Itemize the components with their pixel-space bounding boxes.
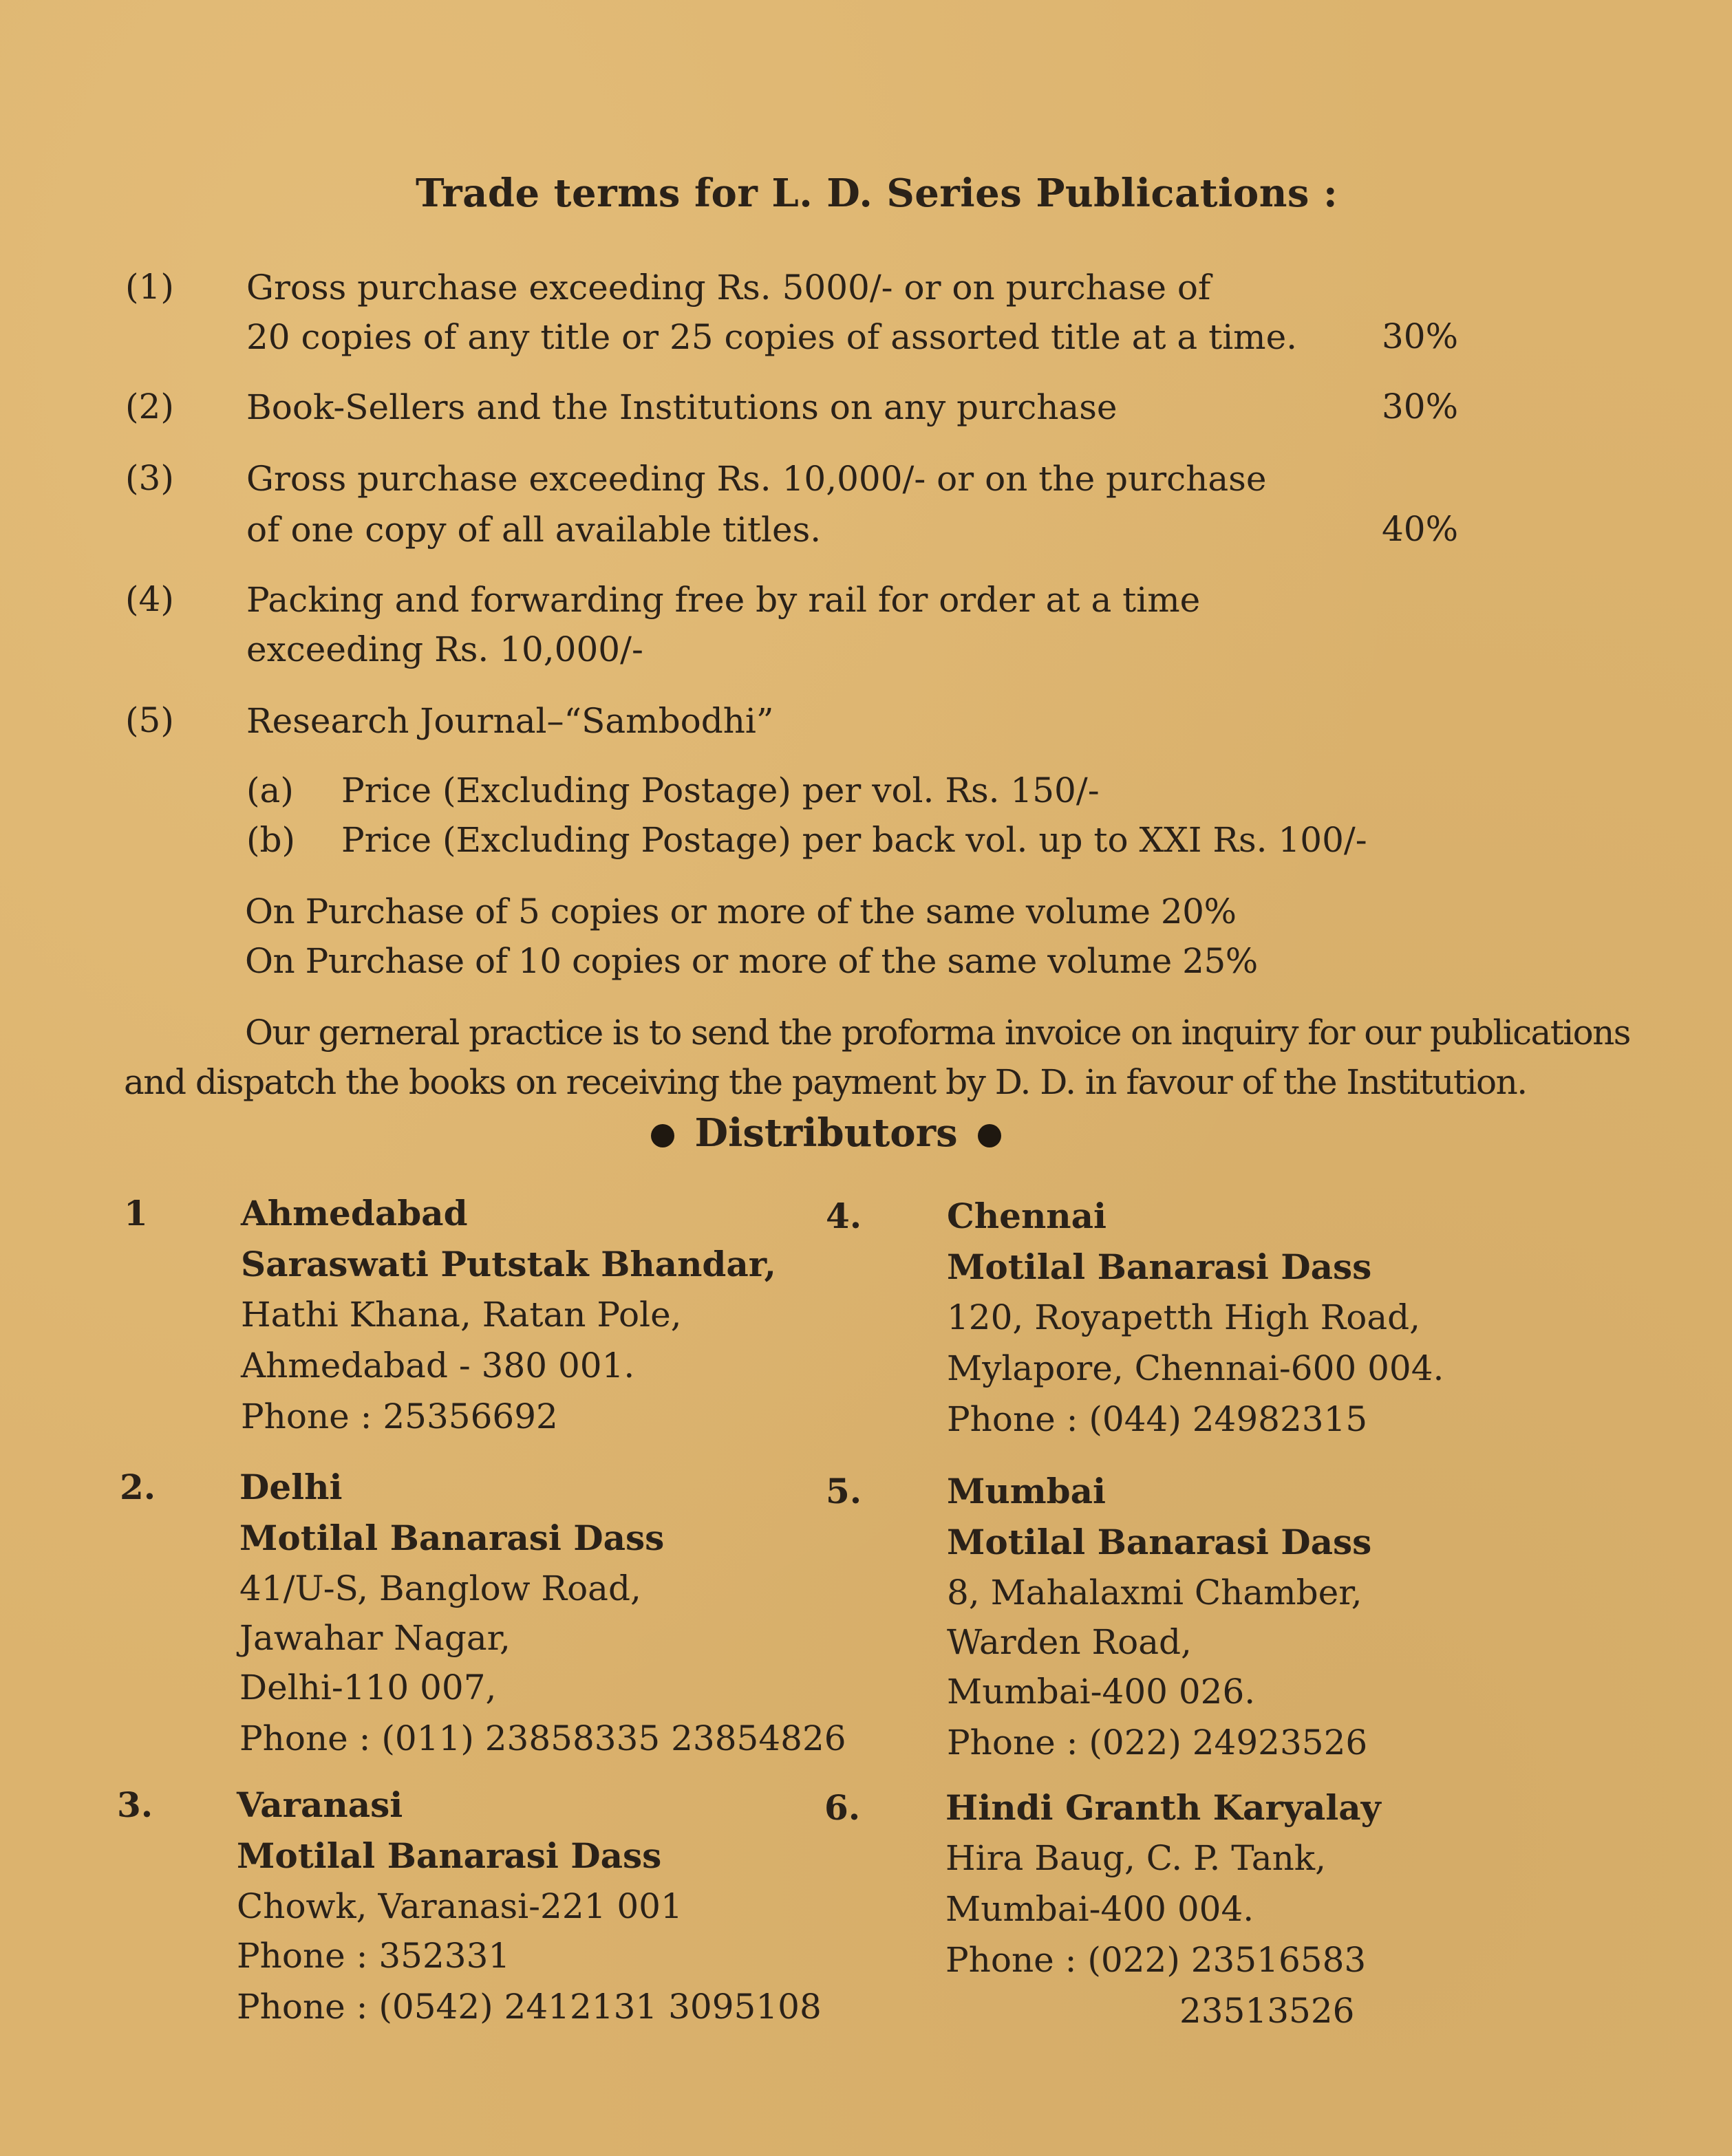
distributor-name: Motilal Banarasi Dass	[239, 1518, 665, 1558]
distributor-address-line: Jawahar Nagar,	[239, 1618, 511, 1658]
distributor-city: Mumbai	[947, 1471, 1106, 1511]
term-number: (3)	[125, 458, 174, 498]
paragraph-line: Our gerneral practice is to send the proforma invoice on inquiry for our publications	[245, 1013, 1630, 1053]
discount-line: On Purchase of 10 copies or more of the same volume 25%	[245, 941, 1258, 981]
term-number: (5)	[125, 700, 174, 740]
term-line: of one copy of all available titles.	[246, 510, 822, 550]
distributor-address-line: Warden Road,	[947, 1622, 1192, 1662]
term-line: Gross purchase exceeding Rs. 5000/- or on purchase of	[246, 268, 1211, 308]
price-text: Price (Excluding Postage) per vol. Rs. 150/-	[341, 770, 1100, 810]
distributor-phone: Phone : 25356692	[241, 1397, 558, 1436]
distributor-number: 5.	[826, 1471, 862, 1511]
distributor-name: Motilal Banarasi Dass	[947, 1247, 1372, 1287]
distributor-address-line: 120, Royapetth High Road,	[947, 1297, 1421, 1337]
distributor-number: 4.	[826, 1196, 862, 1236]
distributor-address-line: Hira Baug, C. P. Tank,	[945, 1838, 1326, 1878]
distributor-city: Chennai	[947, 1196, 1107, 1236]
distributor-city: Ahmedabad	[241, 1193, 468, 1233]
distributor-address-line: Chowk, Varanasi-221 001	[237, 1886, 683, 1926]
distributor-address-line: Mylapore, Chennai-600 004.	[947, 1348, 1444, 1388]
price-text: Price (Excluding Postage) per back vol. up to XXI Rs. 100/-	[341, 820, 1367, 860]
distributor-city: Varanasi	[237, 1785, 403, 1825]
distributor-city: Hindi Granth Karyalay	[945, 1787, 1381, 1828]
term-percent: 30%	[1382, 316, 1459, 356]
term-number: (4)	[125, 579, 174, 619]
distributor-number: 6.	[824, 1787, 861, 1828]
bullet-icon	[978, 1124, 1001, 1147]
page-title: Trade terms for L. D. Series Publications :	[416, 171, 1338, 216]
distributor-address-line: 8, Mahalaxmi Chamber,	[947, 1573, 1362, 1613]
distributor-phone: Phone : (0542) 2412131 3095108	[237, 1987, 822, 2027]
price-label: (a)	[246, 770, 294, 810]
term-line: 20 copies of any title or 25 copies of assorted title at a time.	[246, 317, 1298, 357]
distributor-address-line: Hathi Khana, Ratan Pole,	[241, 1295, 682, 1335]
term-line: Book-Sellers and the Institutions on any purchase	[246, 387, 1118, 427]
distributor-name: Motilal Banarasi Dass	[947, 1522, 1372, 1562]
bullet-icon	[651, 1124, 674, 1147]
distributor-city: Delhi	[239, 1467, 343, 1507]
term-line: exceeding Rs. 10,000/-	[246, 629, 643, 669]
term-percent: 30%	[1382, 387, 1459, 427]
distributor-address-line: Mumbai-400 026.	[947, 1672, 1256, 1712]
distributor-phone: Phone : (011) 23858335 23854826	[239, 1718, 846, 1758]
discount-line: On Purchase of 5 copies or more of the same volume 20%	[245, 892, 1237, 931]
distributor-phone: Phone : 352331	[237, 1936, 511, 1976]
distributors-heading-text: Distributors	[694, 1110, 958, 1156]
distributor-address-line: Delhi-110 007,	[239, 1668, 497, 1707]
distributor-phone: Phone : (022) 24923526	[947, 1723, 1368, 1762]
term-line: Gross purchase exceeding Rs. 10,000/- or on the purchase	[246, 459, 1267, 499]
distributor-address-line: Ahmedabad - 380 001.	[241, 1346, 635, 1386]
paragraph-line: and dispatch the books on receiving the payment by D. D. in favour of the Institution.	[124, 1062, 1527, 1102]
distributor-number: 3.	[117, 1785, 153, 1825]
price-label: (b)	[246, 820, 296, 860]
distributor-number: 2.	[120, 1467, 156, 1507]
term-percent: 40%	[1382, 509, 1459, 549]
distributor-address-line: Mumbai-400 004.	[945, 1889, 1254, 1929]
term-number: (1)	[125, 267, 174, 307]
distributor-name: Saraswati Putstak Bhandar,	[241, 1244, 776, 1284]
term-line: Packing and forwarding free by rail for order at a time	[246, 580, 1201, 620]
distributor-phone: 23513526	[1179, 1991, 1355, 2031]
distributor-name: Motilal Banarasi Dass	[237, 1835, 662, 1876]
term-line: Research Journal–“Sambodhi”	[246, 701, 774, 741]
distributor-address-line: 41/U-S, Banglow Road,	[239, 1569, 641, 1608]
distributor-phone: Phone : (044) 24982315	[947, 1399, 1368, 1439]
distributor-phone: Phone : (022) 23516583	[945, 1940, 1367, 1980]
term-number: (2)	[125, 387, 174, 427]
distributor-number: 1	[124, 1193, 148, 1233]
distributors-heading	[651, 1110, 1001, 1156]
